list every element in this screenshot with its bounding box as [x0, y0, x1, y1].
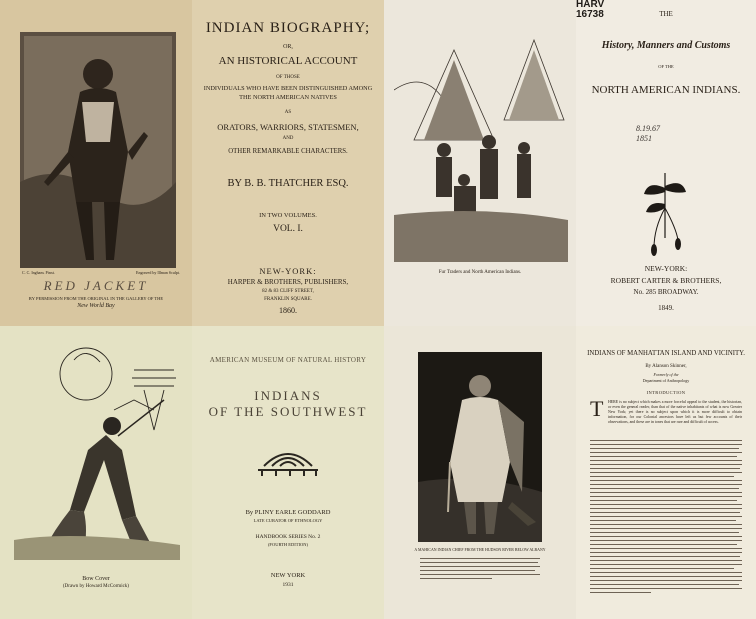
fur-traders-engraving: [394, 30, 568, 262]
publisher: HARPER & BROTHERS, PUBLISHERS,: [227, 278, 349, 286]
author: By PLINY EARLE GODDARD: [245, 509, 331, 516]
individuals-line: INDIVIDUALS WHO HAVE BEEN DISTINGUISHED AMONG: [203, 85, 373, 92]
volumes: IN TWO VOLUMES.: [259, 212, 317, 219]
year: 1849.: [658, 304, 674, 312]
series: HANDBOOK SERIES No. 2: [255, 534, 321, 540]
book4-plate-page: [384, 326, 576, 619]
title: INDIAN BIOGRAPHY;: [205, 20, 371, 36]
frontis-credit-left: C. C. Ingham. Pinxt.: [22, 270, 56, 275]
publisher: ROBERT CARTER & BROTHERS,: [610, 276, 722, 285]
handwritten-note: 8.19.67 1851: [636, 124, 660, 143]
address: 82 & 83 CLIFF STREET,: [262, 289, 314, 294]
book2-frontispiece-page: [384, 0, 576, 326]
frontis-caption: Bow Cover: [82, 576, 110, 582]
city: NEW-YORK:: [259, 266, 317, 276]
or-text: OR,: [283, 44, 293, 50]
frontis-note: BY PERMISSION FROM THE ORIGINAL IN THE GALLERY OF THE: [28, 296, 164, 301]
intro-paragraph: HERE is no subject which makes a more forceful appeal to the student, the historian, or even the general reader, than that of the native inhabitants of what is now Greater New York; yet there is no subject upon which it is more difficult to obtain information, for our Colonial ancestors have left us but few accounts of their observations, and these are in tones that are rare and difficult of access.: [608, 400, 742, 424]
article-author: By Alanson Skinner,: [645, 364, 687, 369]
of-the: OF THE: [658, 64, 674, 69]
museum-name: AMERICAN MUSEUM OF NATURAL HISTORY: [209, 356, 367, 364]
title-line-1: INDIANS: [254, 388, 322, 403]
orators-line: ORATORS, WARRIORS, STATESMEN,: [217, 122, 359, 132]
article-dept: Department of Anthropology: [642, 378, 690, 383]
frontis-credit-right: Engraved by Illman Sculpt.: [136, 270, 180, 275]
edition: (FOURTH EDITION): [267, 542, 309, 547]
city: NEW-YORK:: [644, 264, 688, 273]
title-line-1: History, Manners and Customs: [601, 40, 731, 51]
the-text: THE: [659, 10, 673, 18]
book1-frontispiece-page: [0, 0, 192, 326]
city: NEW YORK: [270, 572, 306, 579]
book3-title-page: [192, 326, 384, 619]
book3-frontispiece-page: [0, 326, 192, 619]
book4-text-page: [576, 326, 756, 619]
title-line-2: NORTH AMERICAN INDIANS.: [591, 84, 741, 96]
article-title: INDIANS OF MANHATTAN ISLAND AND VICINITY.: [587, 350, 745, 357]
and-text: AND: [282, 136, 294, 141]
book1-title-page: [192, 0, 384, 326]
of-those: OF THOSE: [276, 75, 300, 80]
vol: VOL. I.: [273, 224, 303, 234]
remarkable-line: OTHER REMARKABLE CHARACTERS.: [228, 148, 348, 155]
frontis-credit: (Drawn by Howard McCormick): [63, 584, 129, 589]
square: FRANKLIN SQUARE.: [264, 297, 312, 302]
bow-cover-drawing: [14, 340, 180, 560]
article-formerly: Formerly of the: [653, 372, 679, 377]
plant-vignette: [640, 168, 690, 258]
natives-line: THE NORTH AMERICAN NATIVES: [239, 94, 337, 101]
plate-caption: A MAHICAN INDIAN CHIEF FROM THE HUDSON RIVER BELOW ALBANY: [414, 548, 546, 552]
plate-notes: [420, 558, 540, 582]
southwest-symbol-icon: [258, 446, 318, 476]
red-jacket-engraving: [20, 32, 176, 268]
frontis-note-2: New World Bay: [77, 303, 115, 309]
frontis-caption: RED JACKET: [43, 278, 149, 293]
frontis-caption: Fur Traders and North American Indians.: [438, 270, 522, 275]
library-stamp: HARV 16738: [576, 0, 605, 20]
year: 1860.: [279, 306, 297, 315]
intro-heading: INTRODUCTION: [646, 390, 686, 395]
as-text: AS: [284, 110, 292, 115]
book2-title-page: [576, 0, 756, 326]
mahican-chief-plate: [418, 352, 542, 542]
drop-cap: T: [590, 396, 604, 421]
author: BY B. B. THATCHER ESQ.: [227, 178, 349, 189]
subtitle: AN HISTORICAL ACCOUNT: [218, 55, 358, 67]
year: 1931: [282, 582, 294, 588]
curator: LATE CURATOR OF ETHNOLOGY: [253, 518, 323, 523]
address: No. 285 BROADWAY.: [633, 288, 699, 296]
article-body-text: [590, 440, 742, 596]
title-line-2: OF THE SOUTHWEST: [208, 404, 368, 419]
